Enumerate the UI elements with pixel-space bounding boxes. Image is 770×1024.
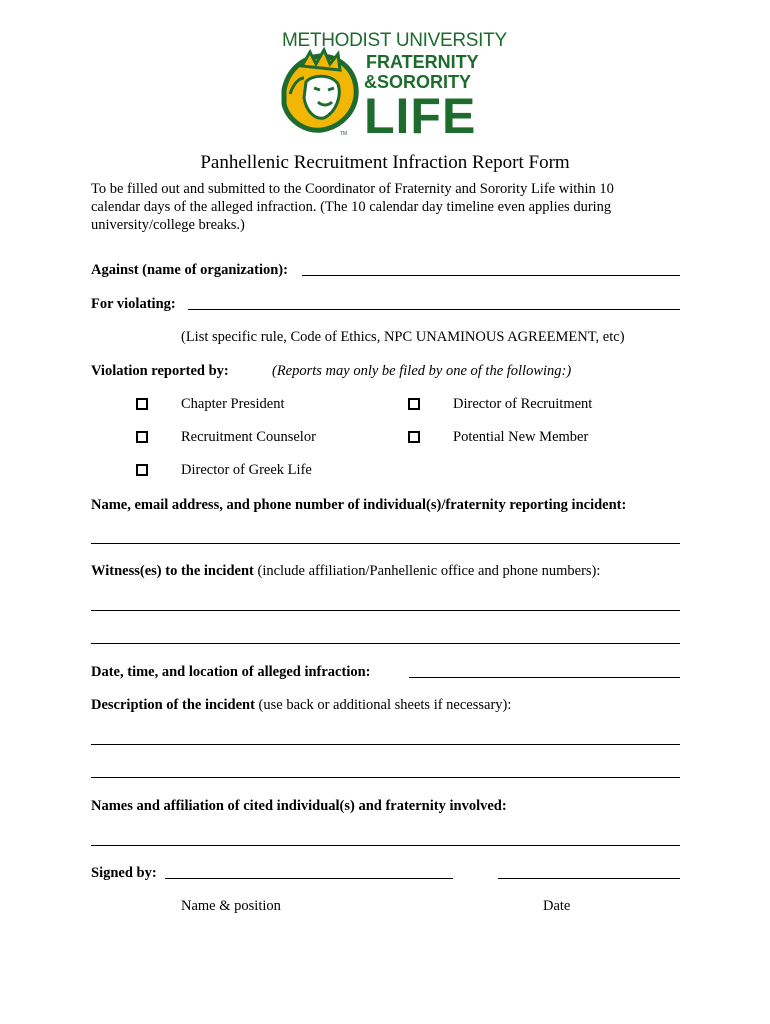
date-field[interactable]	[498, 878, 680, 879]
option-potential-new-member: Potential New Member	[453, 429, 589, 445]
description-label: Description of the incident	[91, 697, 255, 713]
date-caption: Date	[543, 898, 571, 914]
logo-line2: &SORORITY	[364, 72, 472, 92]
checkbox-recruitment-counselor[interactable]	[136, 431, 148, 443]
violating-field[interactable]	[188, 309, 680, 310]
witness-row	[91, 562, 600, 580]
signature-field[interactable]	[165, 878, 453, 879]
reported-by-hint: (Reports may only be filed by one of the following:)	[272, 363, 572, 379]
witness-hint: (include affiliation/Panhellenic office and phone numbers):	[253, 563, 601, 579]
witness-field-2[interactable]	[91, 643, 680, 644]
lion-icon	[284, 50, 356, 130]
reporter-label: Name, email address, and phone number of individual(s)/fraternity reporting incident:	[91, 497, 627, 513]
option-director-greek-life: Director of Greek Life	[181, 462, 312, 478]
logo-line1: FRATERNITY	[366, 52, 479, 72]
checkbox-director-greek-life[interactable]	[136, 464, 148, 476]
option-director-recruitment: Director of Recruitment	[453, 396, 593, 412]
cited-label: Names and affiliation of cited individual(s) and fraternity involved:	[91, 798, 507, 814]
checkbox-potential-new-member[interactable]	[408, 431, 420, 443]
description-row	[91, 696, 511, 714]
cited-field[interactable]	[91, 845, 680, 846]
checkbox-director-recruitment[interactable]	[408, 398, 420, 410]
datetime-field[interactable]	[409, 677, 680, 678]
datetime-label: Date, time, and location of alleged infraction:	[91, 664, 371, 680]
description-hint: (use back or additional sheets if necessary):	[254, 697, 512, 713]
against-label: Against (name of organization):	[91, 262, 288, 278]
witness-label: Witness(es) to the incident	[91, 563, 254, 579]
reporter-field[interactable]	[91, 543, 680, 544]
intro-line-3: university/college breaks.)	[91, 217, 245, 233]
name-position-caption: Name & position	[181, 898, 281, 914]
violating-label: For violating:	[91, 296, 176, 312]
checkbox-chapter-president[interactable]	[136, 398, 148, 410]
option-recruitment-counselor: Recruitment Counselor	[181, 429, 316, 445]
reported-by-label: Violation reported by:	[91, 363, 229, 379]
against-field[interactable]	[302, 275, 680, 276]
intro-line-1: To be filled out and submitted to the Coordinator of Fraternity and Sorority Life within 10	[91, 181, 614, 197]
logo	[280, 30, 507, 144]
logo-line3: LIFE	[364, 88, 477, 144]
logo-tm: TM	[340, 131, 348, 137]
signed-label: Signed by:	[91, 865, 157, 881]
description-field-2[interactable]	[91, 777, 680, 778]
violating-hint: (List specific rule, Code of Ethics, NPC UNAMINOUS AGREEMENT, etc)	[181, 329, 625, 345]
lion-crest-icon	[280, 30, 507, 144]
witness-field-1[interactable]	[91, 610, 680, 611]
description-field-1[interactable]	[91, 744, 680, 745]
logo-university: METHODIST UNIVERSITY	[282, 30, 507, 51]
page-title: Panhellenic Recruitment Infraction Report Form	[200, 152, 570, 173]
option-chapter-president: Chapter President	[181, 396, 285, 412]
intro-line-2: calendar days of the alleged infraction. (The 10 calendar day timeline even applies during	[91, 199, 612, 215]
